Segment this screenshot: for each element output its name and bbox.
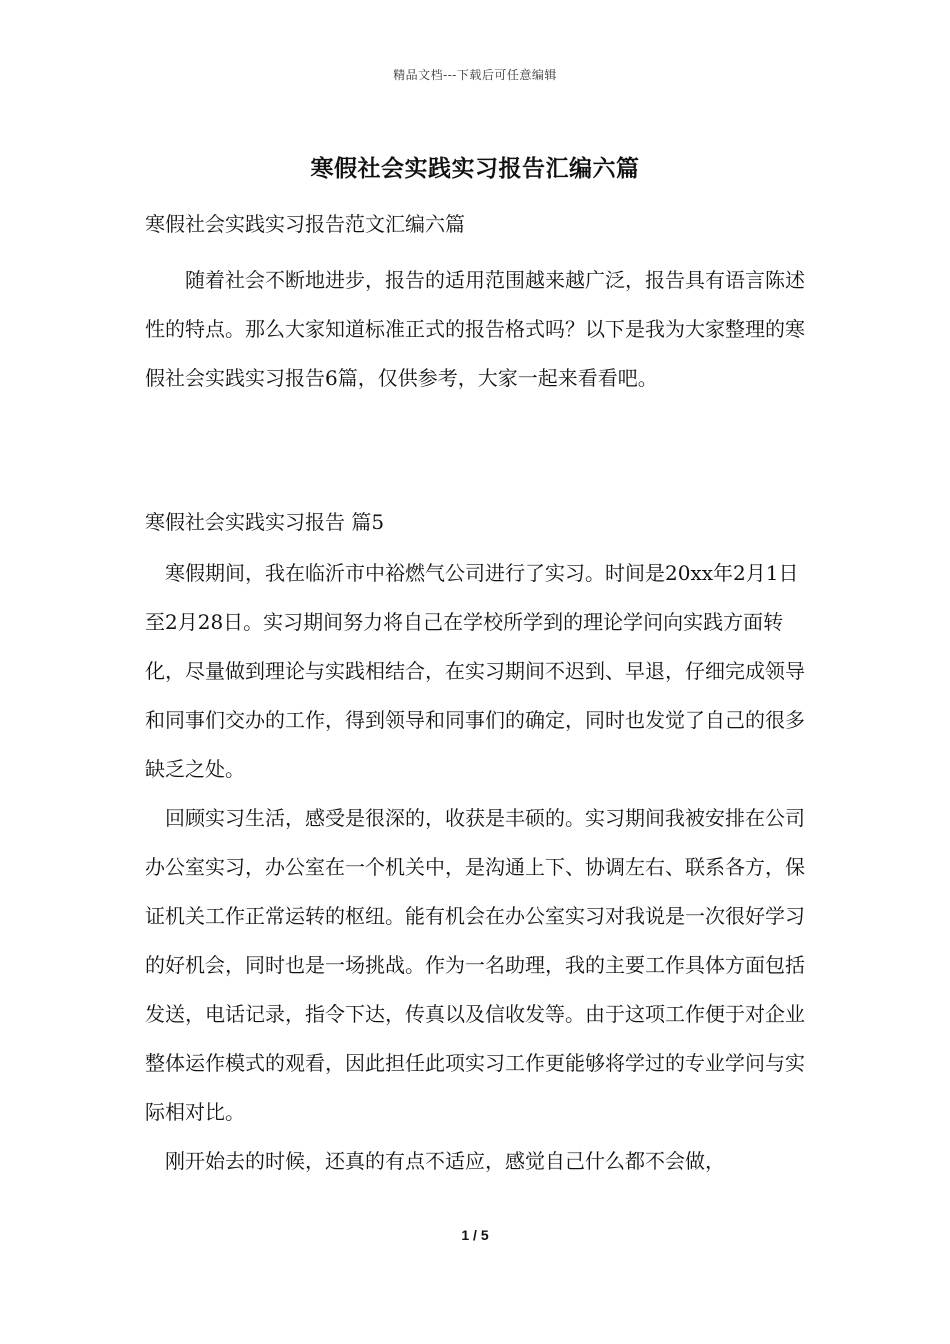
document-title: 寒假社会实践实习报告汇编六篇	[310, 155, 640, 182]
section-paragraph: 寒假期间，我在临沂市中裕燃气公司进行了实习。时间是20xx年2月1日至2月28日。实习期间努力将自己在学校所学到的理论学问向实践方面转化，尽量做到理论与实践相结合，在实习期间不迟到、早退，仔细完成领导和同事们交办的工作，得到领导和同事们的确定，同时也发觉了自己的很多缺乏之处。	[145, 561, 805, 781]
page-indicator: 1 / 5	[461, 1227, 489, 1243]
section-paragraph: 刚开始去的时候，还真的有点不适应，感觉自己什么都不会做，	[165, 1149, 725, 1173]
section-heading: 寒假社会实践实习报告 篇5	[145, 510, 385, 534]
page-header: 精品文档---下载后可任意编辑	[393, 68, 557, 82]
intro-paragraph: 随着社会不断地进步，报告的适用范围越来越广泛，报告具有语言陈述性的特点。那么大家知道标准正式的报告格式吗？以下是我为大家整理的寒假社会实践实习报告6篇，仅供参考，大家一起来看看吧。	[145, 268, 805, 390]
document-subtitle: 寒假社会实践实习报告范文汇编六篇	[145, 212, 465, 236]
section-paragraph: 回顾实习生活，感受是很深的，收获是丰硕的。实习期间我被安排在公司办公室实习，办公室在一个机关中，是沟通上下、协调左右、联系各方，保证机关工作正常运转的枢纽。能有机会在办公室实习对我说是一次很好学习的好机会，同时也是一场挑战。作为一名助理，我的主要工作具体方面包括发送，电话记录，指令下达，传真以及信收发等。由于这项工作便于对企业整体运作模式的观看，因此担任此项实习工作更能够将学过的专业学问与实际相对比。	[145, 806, 805, 1124]
section-body	[145, 549, 810, 1186]
